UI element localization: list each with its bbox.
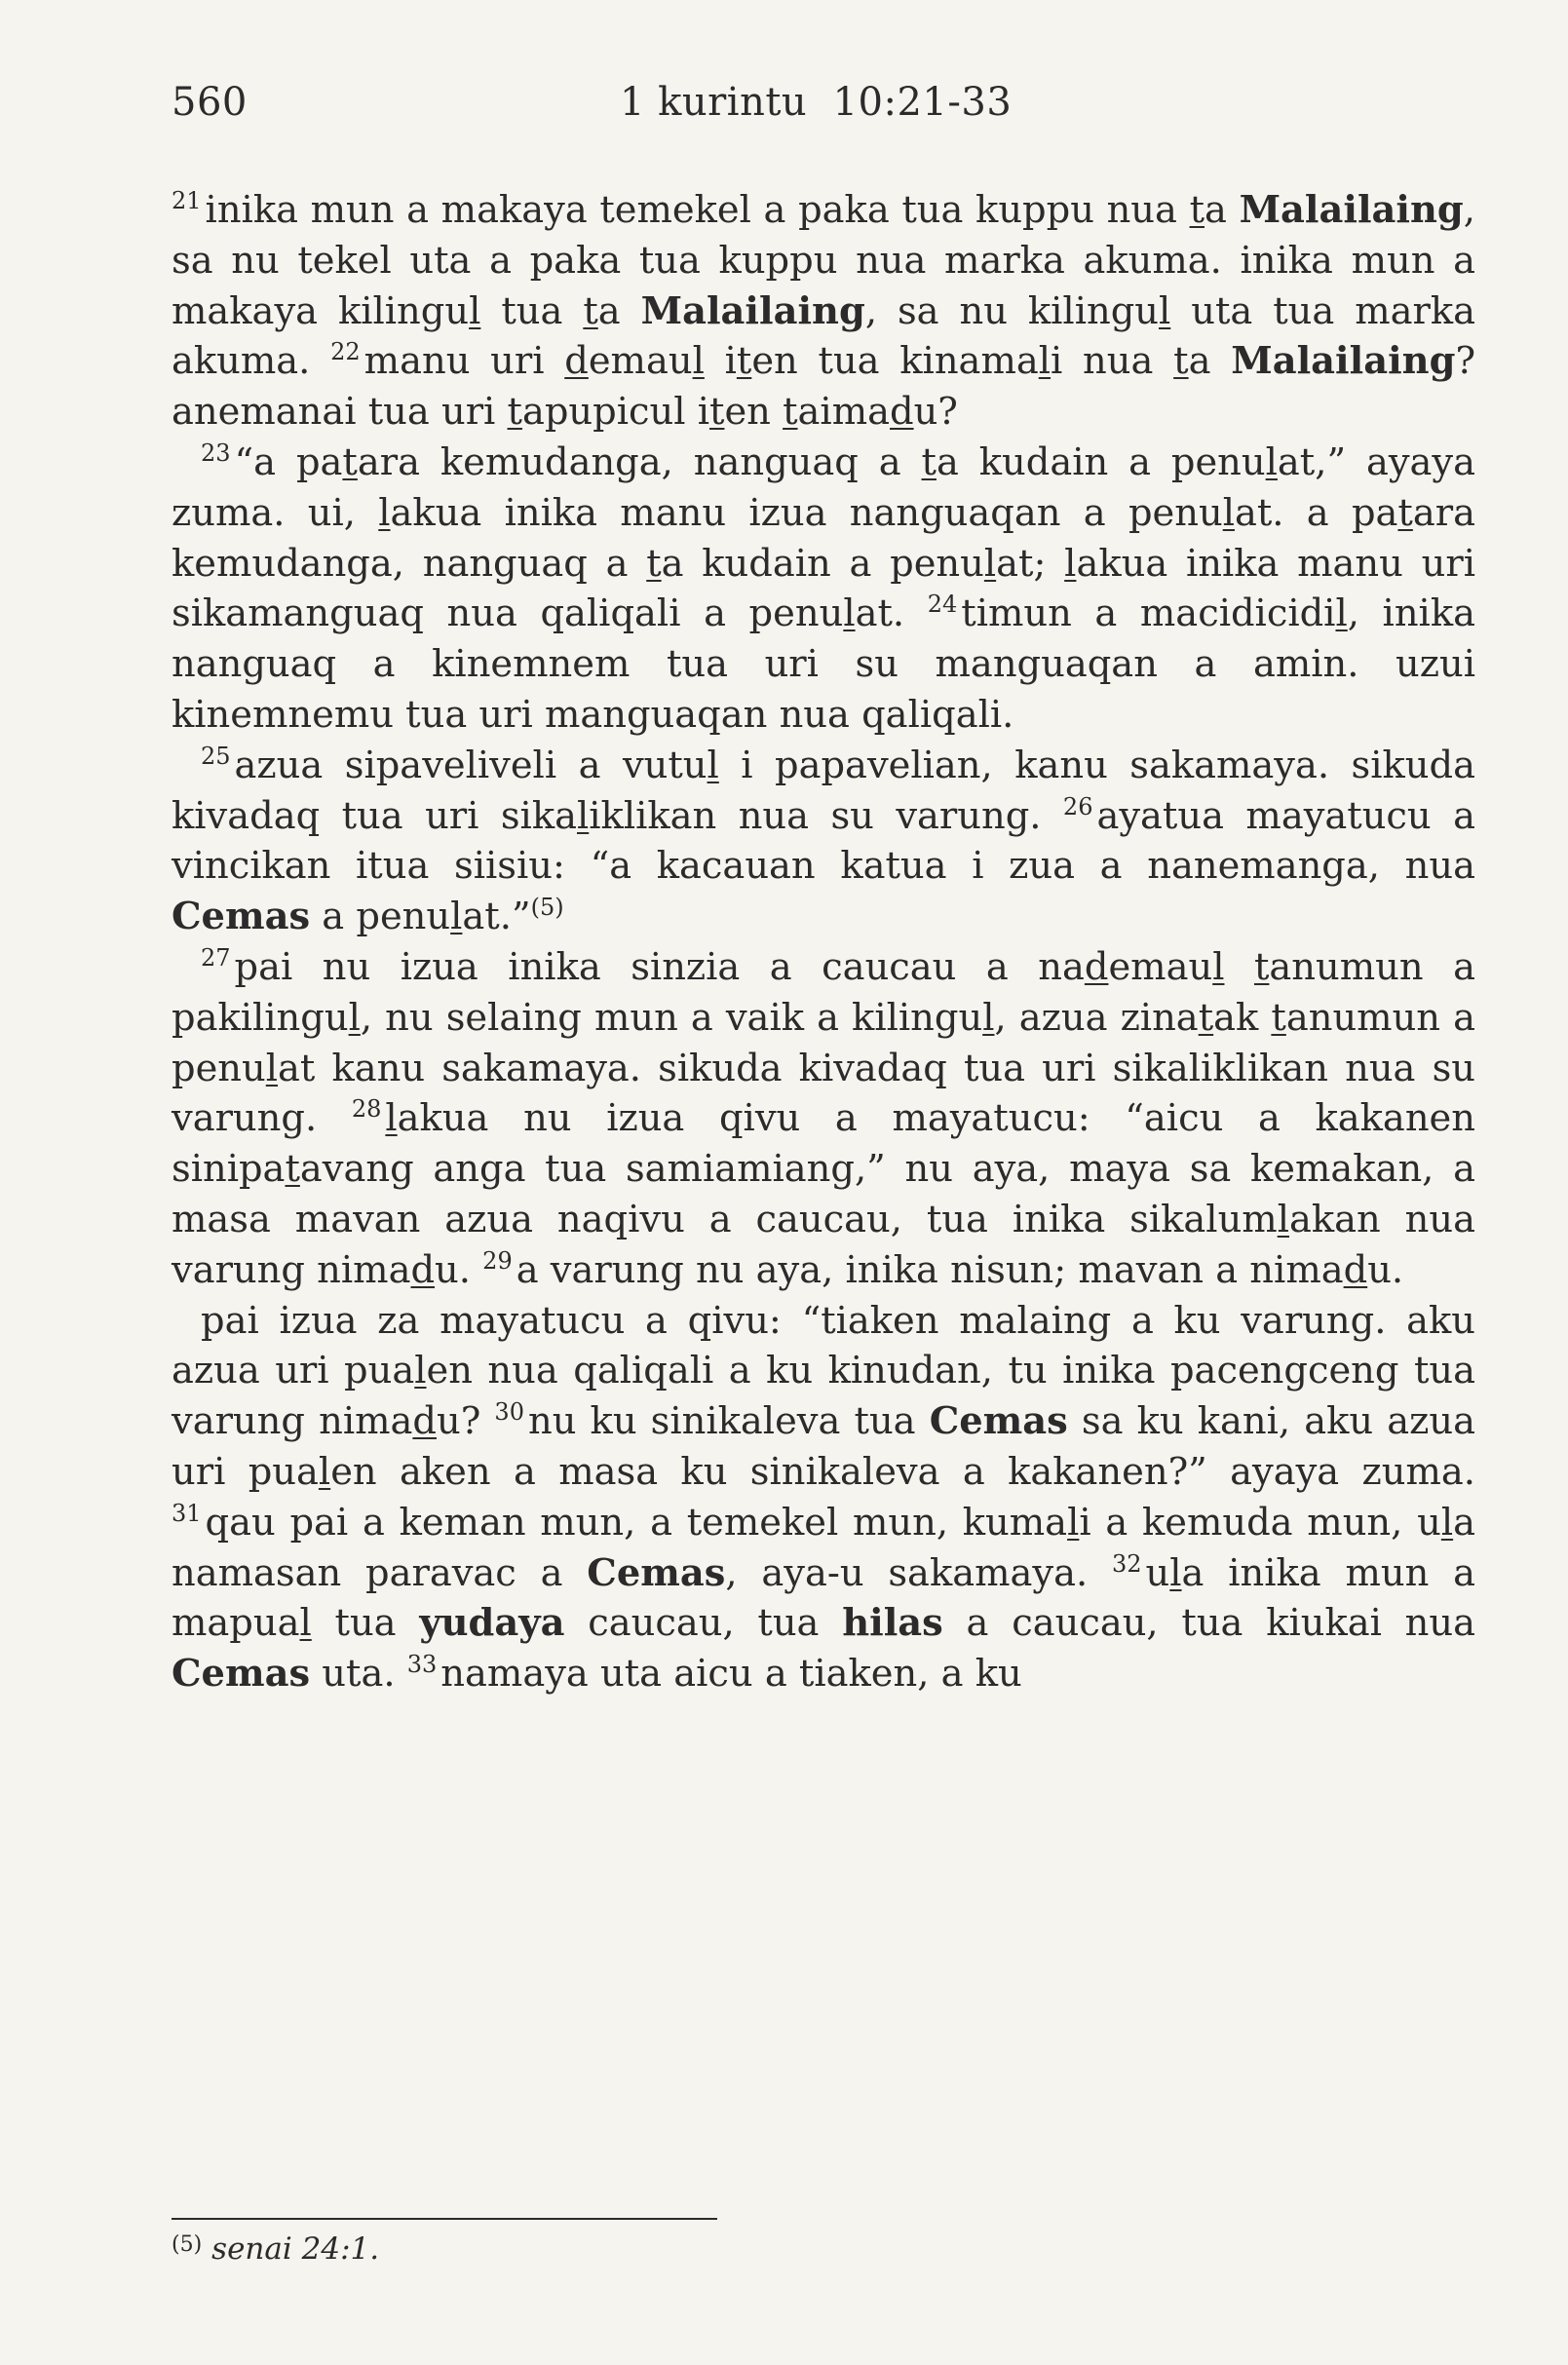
verse-number: 27 (201, 943, 231, 972)
page-number: 560 (172, 80, 248, 125)
paragraph: $^{25}$ azua sipaveliveli a vutul i papavelian, kanu sakamaya. sikuda kivadaq tua uri sikaliklikan nua su varung. $^{26}$ ayatua mayatucu a vincikan itua siisiu: “a kacauan katua i zua a nanemanga, nua Cemas a penulat.”$^{(5)}$ (172, 742, 1475, 939)
verse-number: 23 (201, 439, 231, 467)
footnote-divider (172, 2218, 717, 2220)
footnote-marker: (5) (172, 2232, 203, 2257)
verse-number: 25 (201, 742, 231, 770)
footnote-text: senai 24:1. (211, 2231, 380, 2267)
verse-number: 29 (482, 1246, 513, 1275)
body-text (172, 185, 1475, 1699)
verse-number: 22 (330, 338, 361, 366)
verse-number: 31 (172, 1499, 202, 1527)
verse-number: 24 (927, 591, 958, 619)
paragraph: $^{21}$ inika mun a makaya temekel a paka tua kuppu nua ta Malailaing, sa nu tekel uta a paka tua kuppu nua marka akuma. inika mun a makaya kilingul tua ta Malailaing, sa nu kilingul uta tua marka akuma. $^{22}$ manu uri demaul iten tua kinamali nua ta Malailaing? anemanai tua uri tapupicul iten taimadu? (172, 187, 1476, 435)
paragraph: $^{23}$ “a patara kemudanga, nanguaq a ta kudain a penulat,” ayaya zuma. ui, lakua inika manu izua nanguaqan a penulat. a patara kemudanga, nanguaq a ta kudain a penulat; lakua inika manu uri sikamanguaq nua qaliqali a penulat. $^{24}$ timun a macidicidil, inika nanguaq a kinemnem tua uri su manguaqan a amin. uzui kinemnemu tua uri manguaqan nua qaliqali. (172, 439, 1476, 737)
running-title: 1 kurintu 10:21-33 (620, 80, 1013, 125)
verse-number: 26 (1062, 792, 1093, 820)
paragraph: $^{27}$ pai nu izua inika sinzia a caucau a nademaul tanumun a pakilingul, nu selaing mun a vaik a kilingul, azua zinatak tanumun a penulat kanu sakamaya. sikuda kivadaq tua uri sikaliklikan nua su varung. $^{28}$ lakua nu izua qivu a mayatucu: “aicu a kakanen sinipatavang anga tua samiamiang,” nu aya, maya sa kemakan, a masa mavan azua naqivu a caucau, tua inika sikalumlakan nua varung nimadu. $^{29}$ a varung nu aya, inika nisun; mavan a nimadu. (172, 943, 1475, 1292)
verse-number: 28 (351, 1095, 382, 1124)
footnote-reference: (5) (530, 894, 564, 922)
footnote (172, 2231, 379, 2267)
verse-number: 32 (1111, 1549, 1142, 1578)
verse-number: 33 (406, 1651, 438, 1679)
paragraph: pai izua za mayatucu a qivu: “tiaken malaing a ku varung. aku azua uri pualen nua qaliqali a ku kinudan, tu inika pacengceng tua varung nimadu? $^{30}$ nu ku sinikaleva tua Cemas sa ku kani, aku azua uri pualen aken a masa ku sinikaleva a kakanen?” ayaya zuma. $^{31}$ qau pai a keman mun, a temekel mun, kumali a kemuda mun, ula namasan paravac a Cemas, aya-u sakamaya. $^{32}$ ula inika mun a mapual tua yudaya caucau, tua hilas a caucau, tua kiukai nua Cemas uta. $^{33}$ namaya uta aicu a tiaken, a ku (172, 1298, 1476, 1697)
verse-number: 21 (172, 187, 202, 214)
verse-number: 30 (494, 1398, 524, 1427)
page-header (172, 80, 1487, 138)
